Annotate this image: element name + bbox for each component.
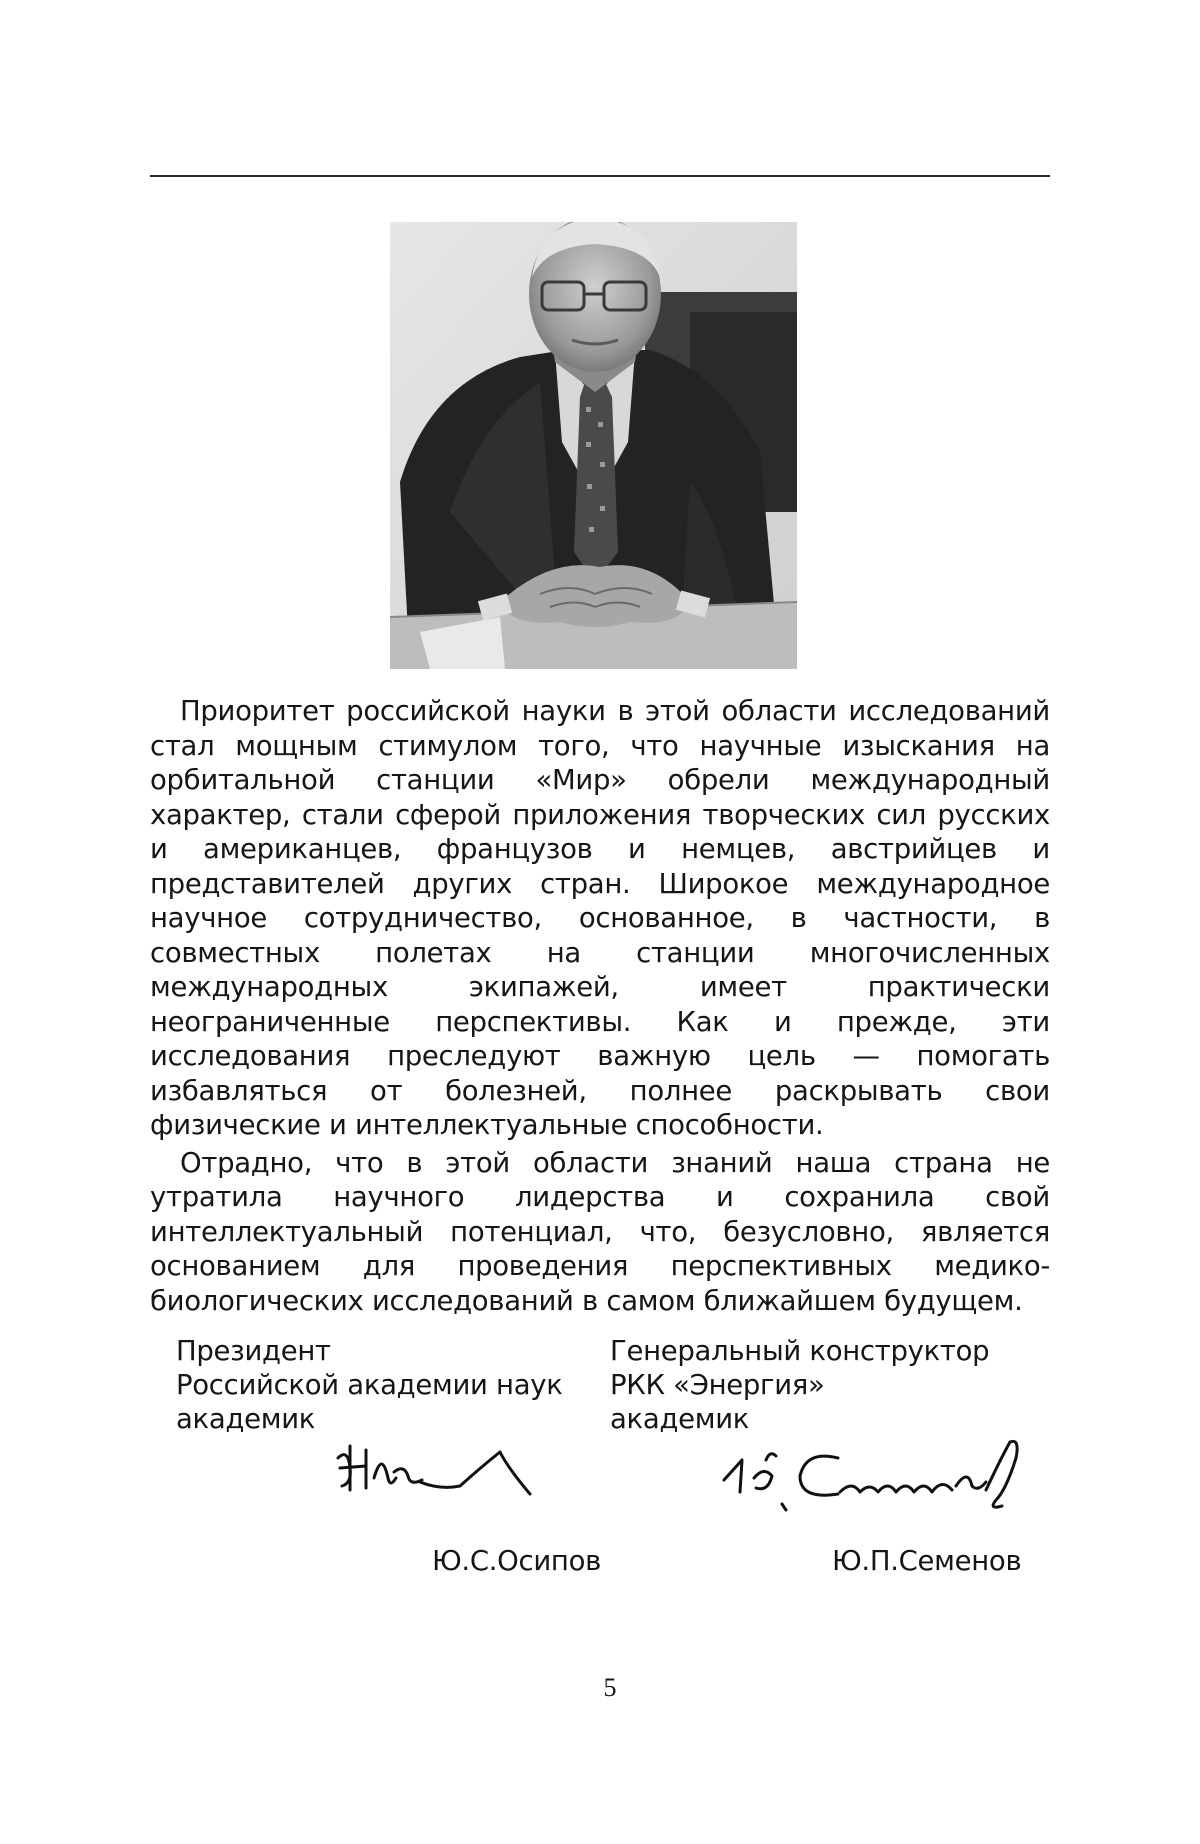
signatory-right-title-line: Генеральный конструктор — [610, 1335, 990, 1367]
signatory-left-name: Ю.С.Осипов — [432, 1545, 602, 1577]
top-rule — [150, 175, 1050, 177]
signature-left — [330, 1438, 540, 1506]
signatory-left-title-line: Президент — [176, 1335, 331, 1367]
portrait-photo — [390, 222, 797, 669]
signatory-left-title-line: академик — [176, 1403, 316, 1435]
signatory-left-title-line: Российской академии наук — [176, 1369, 563, 1401]
body-text — [150, 694, 1050, 1318]
signatory-left-title — [176, 1334, 563, 1436]
signatory-right-title-line: академик — [610, 1403, 750, 1435]
signatory-right-name: Ю.П.Семенов — [832, 1545, 1022, 1577]
signatory-right-title-line: РКК «Энергия» — [610, 1369, 825, 1401]
signature-right — [720, 1430, 1030, 1518]
paragraph-1: Приоритет российской науки в этой области исследований стал мощным стимулом того, что научные изыскания на орбитальной станции «Мир» обрели международный характер, стали сферой приложения творческих сил русских и американцев, французов и немцев, австрийцев и представителей других стран. Широкое международное научное сотрудничество, основанное, в частности, в совместных полетах на станции многочисленных международных экипажей, имеет практически неограниченные перспективы. Как и прежде, эти исследования преследуют важную цель — помогать избавляться от болезней, полнее раскрывать свои физические и интеллектуальные способности. — [150, 695, 1050, 1141]
signatory-right-title — [610, 1334, 989, 1436]
page-number: 5 — [603, 1673, 617, 1702]
paragraph-2: Отрадно, что в этой области знаний наша страна не утратила научного лидерства и сохранила свой интеллектуальный потенциал, что, безусловно, является основанием для проведения перспективных медико-биологических исследований в самом ближайшем будущем. — [150, 1146, 1050, 1317]
